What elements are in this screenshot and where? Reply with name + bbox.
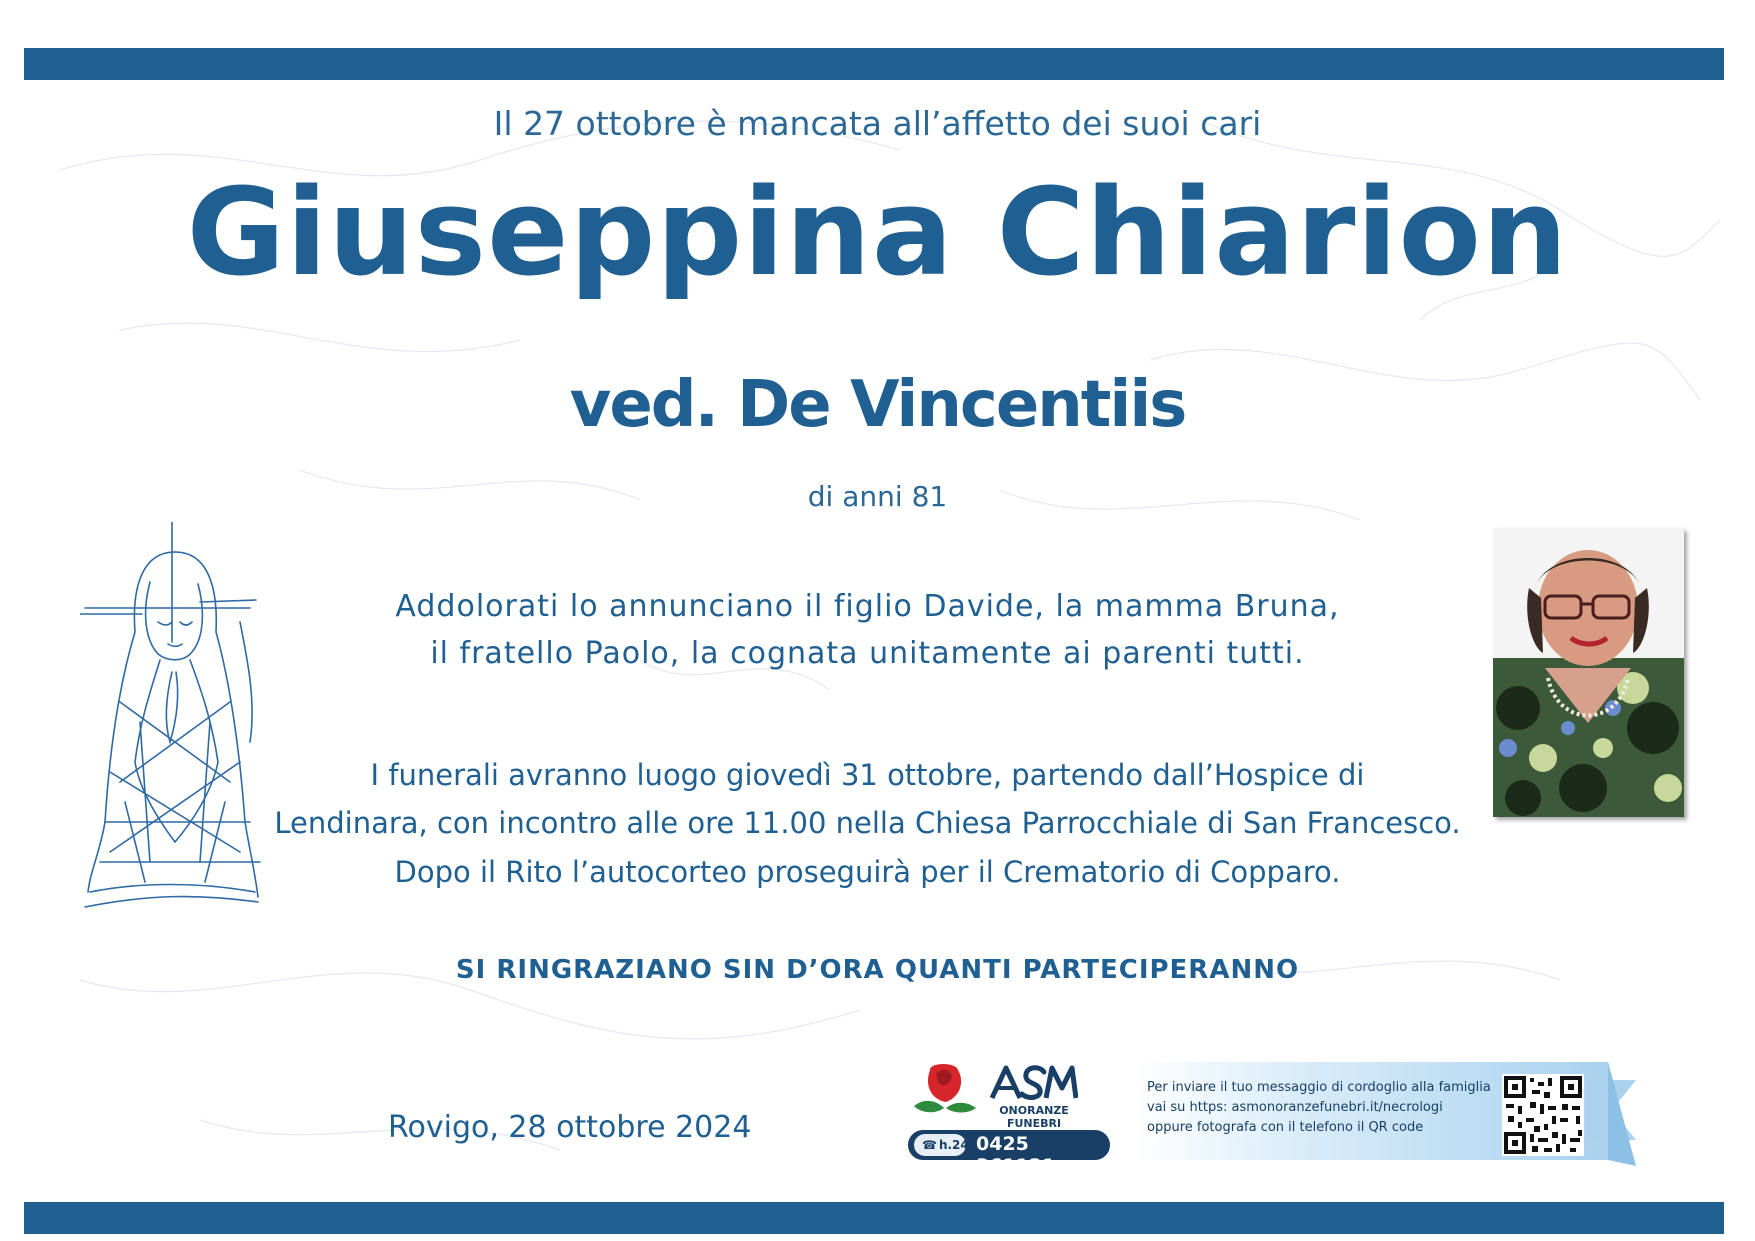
hours-label: h.24 (938, 1138, 969, 1152)
portrait-photo (1493, 528, 1684, 817)
phone-badge (908, 1130, 1110, 1177)
announcement-line: Addolorati lo annunciano il figlio Davide, la mamma Bruna, (395, 589, 1340, 624)
condolence-line: Per inviare il tuo messaggio di cordoglio alla famiglia (1147, 1080, 1491, 1095)
intro-text: Il 27 ottobre è mancata all’affetto dei suoi cari (493, 104, 1262, 143)
deceased-name: Giuseppina Chiarion (186, 164, 1569, 303)
madonna-sketch-icon (80, 522, 270, 917)
condolence-line: oppure fotografa con il telefono il QR code (1147, 1120, 1424, 1135)
agency-subtitle: ONORANZE FUNEBRI (999, 1104, 1069, 1130)
bottom-border-bar (24, 1202, 1724, 1234)
widow-of: ved. De Vincentiis (569, 368, 1186, 442)
asm-logo-icon (988, 1062, 1078, 1102)
hours-badge (914, 1134, 969, 1156)
rose-icon (910, 1060, 980, 1118)
top-border-bar (24, 48, 1724, 80)
funeral-line: Lendinara, con incontro alle ore 11.00 nella Chiesa Parrocchiale di San Francesco. (274, 806, 1461, 840)
announcement-line: il fratello Paolo, la cognata unitamente ai parenti tutti. (430, 636, 1305, 671)
qr-code-icon[interactable] (1502, 1074, 1584, 1156)
age-text: di anni 81 (807, 480, 948, 513)
phone-number: 0425 361121 (976, 1133, 1056, 1177)
thanks-text: SI RINGRAZIANO SIN D’ORA QUANTI PARTECIPERANNO (455, 955, 1300, 985)
condolence-link[interactable]: vai su https: asmonoranzefunebri.it/necrologi (1147, 1100, 1443, 1115)
place-date: Rovigo, 28 ottobre 2024 (388, 1110, 752, 1145)
phone-icon: ☎ (922, 1138, 937, 1152)
funeral-line: I funerali avranno luogo giovedì 31 ottobre, partendo dall’Hospice di (370, 758, 1365, 792)
funeral-line: Dopo il Rito l’autocorteo proseguirà per il Crematorio di Copparo. (394, 855, 1341, 889)
